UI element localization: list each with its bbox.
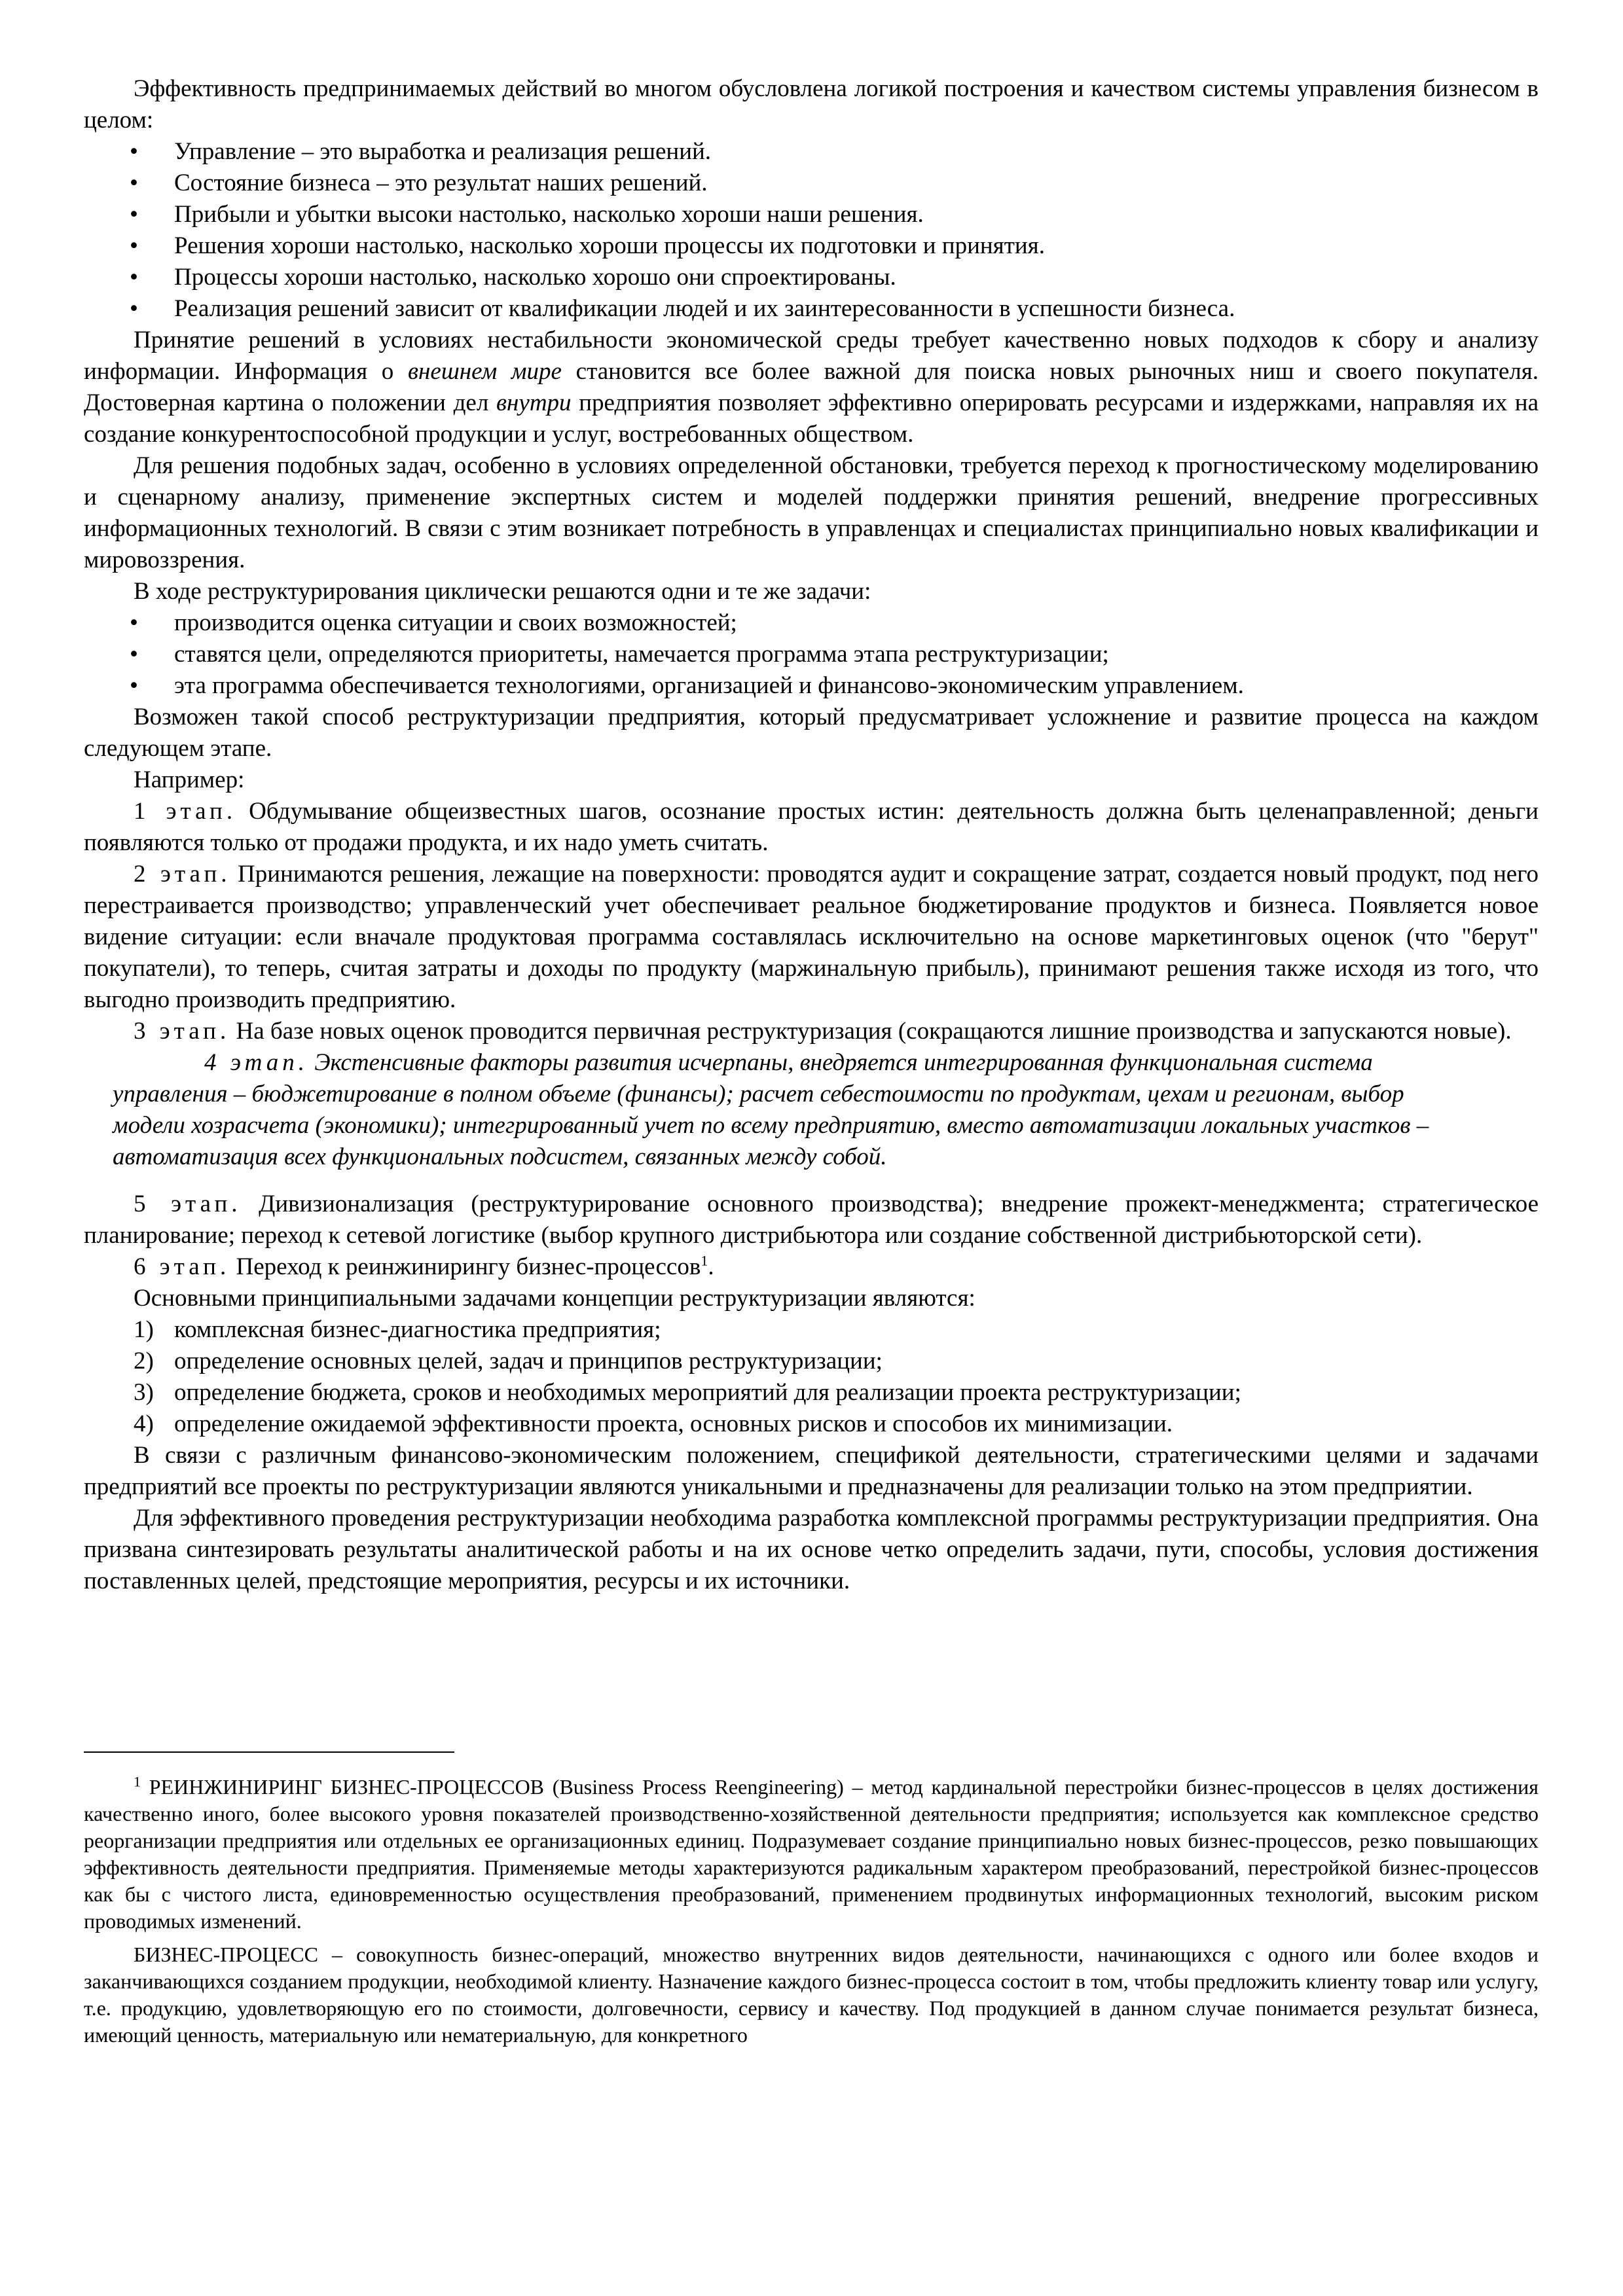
list-item: • производится оценка ситуации и своих возможностей; [84,607,1539,639]
principal-tasks-paragraph: Основными принципиальными задачами концепции реструктуризации являются: [134,1285,976,1312]
list-item: • Прибыли и убытки высоки настолько, насколько хороши наши решения. [84,199,1539,230]
stage-label: 5 этап. [134,1191,242,1217]
stage-2-paragraph: 2 этап. Принимаются решения, лежащие на поверхности: проводятся аудит и сокращение затрат, создается новый продукт, под него перестраивается производство; управленческий учет обеспечивает реальное бюджетирование продуктов и бизнеса. Появляется новое видение ситуации: если вначале продуктовая программа составлялась исключительно на основе маркетинговых оценок (что "берут" покупатели), то теперь, считая затраты и доходы по продукту (маржинальную прибыль), принимают решения также исходя из того, что выгодно производить предприятию. [84,861,1539,1013]
list-item: 1) комплексная бизнес-диагностика предприятия; [134,1316,661,1343]
list-item: 3) определение бюджета, сроков и необходимых мероприятий для реализации проекта реструктуризации; [134,1379,1241,1406]
stage-label: 6 этап. [134,1253,230,1280]
stage-4-paragraph: 4 этап. Экстенсивные факторы развития исчерпаны, внедряется интегрированная функциональная система управления – бюджетирование в полном объеме (финансы); расчет себестоимости по продуктам, цехам и регионам, выбор модели хозрасчета (экономики); интегрированный учет по всему предприятию, вместо автоматизации локальных участков – автоматизация всех функциональных подсистем, связанных между собой. [113,1049,1429,1170]
footnote-reference[interactable]: 1 [701,1252,708,1269]
footnote-business-process: БИЗНЕС-ПРОЦЕСС – совокупность бизнес-операций, множество внутренних видов деятельности, начинающихся с одного или более входов и заканчивающихся созданием продукции, необходимой клиенту. Назначение каждого бизнес-процесса состоит в том, чтобы предложить клиенту товар или услугу, т.е. продукцию, удовлетворяющую его по стоимости, долговечности, сервису и качеству. Под продукцией в данном случае понимается результат бизнеса, имеющий ценность, материальную или нематериальную, для конкретного [84,1943,1539,2047]
stage-label: 2 этап. [134,861,231,888]
emphasis-external-world: внешнем мире [408,358,562,385]
document-page [84,73,1539,1597]
stage-5-paragraph: 5 этап. Дивизионализация (реструктурирование основного производства); внедрение прожект-менеджмента; стратегическое планирование; переход к сетевой логистике (выбор крупного дистрибьютора или создание собственной дистрибьюторской сети). [84,1191,1539,1249]
list-item: • Решения хороши настолько, насколько хороши процессы их подготовки и принятия. [84,230,1539,262]
management-principles-list [84,136,1539,325]
footnote-reengineering: $^1$ РЕИНЖИНИРИНГ БИЗНЕС-ПРОЦЕССОВ (Business Process Reengineering) – метод кардинальной перестройки бизнес-процессов в целях достижения качественно иного, более высокого уровня показателей производственно-хозяйственной деятельности предприятия; используется как комплексное средство реорганизации предприятия или отдельных ее организационных единиц. Подразумевает создание принципиально новых бизнес-процессов, резко повышающих эффективность деятельности предприятия. Применяемые методы характеризуются радикальным характером преобразований, перестройкой бизнес-процессов как бы с чистого листа, единовременностью осуществления преобразований, применением продвинутых информационных технологий, высоким риском проводимых изменений. [84,1773,1539,1933]
intro-paragraph: Эффективность предпринимаемых действий во многом обусловлена логикой построения и качеством системы управления бизнесом в целом: [84,75,1539,134]
stage-label: 4 этап. [204,1049,308,1076]
stage-6-paragraph: 6 этап. Переход к реинжинирингу бизнес-процессов$^1$. [134,1252,714,1280]
example-label: Например: [134,766,245,793]
stage-label: 3 этап. [134,1018,230,1045]
tasks-paragraph: Для решения подобных задач, особенно в условиях определенной обстановки, требуется переход к прогностическому моделированию и сценарному анализу, применение экспертных систем и моделей поддержки принятия решений, внедрение прогрессивных информационных технологий. В связи с этим возникает потребность в управленцах и специалистах принципиально новых квалификации и мировоззрения. [84,452,1539,573]
restructuring-paragraph: В ходе реструктурирования циклически решаются одни и те же задачи: [134,578,871,605]
footnote-marker: 1 [134,1773,141,1790]
list-item: 2) определение основных целей, задач и принципов реструктуризации; [134,1348,883,1374]
stage-1-paragraph: 1 этап. Обдумывание общеизвестных шагов, осознание простых истин: деятельность должна быть целенаправленной; деньги появляются только от продажи продукта, и их надо уметь считать. [84,798,1539,856]
emphasis-inside: внутри [496,389,572,416]
stage-3-paragraph: 3 этап. На базе новых оценок проводится первичная реструктуризация (сокращаются лишние производства и запускаются новые). [134,1018,1512,1045]
stage-label: 1 этап. [134,798,237,825]
list-item: • Состояние бизнеса – это результат наших решений. [84,168,1539,199]
list-item: • эта программа обеспечивается технологиями, организацией и финансово-экономическим управлением. [84,670,1539,702]
footnotes [84,1774,1539,2049]
principal-tasks-list [84,1314,1539,1440]
method-paragraph: Возможен такой способ реструктуризации предприятия, который предусматривает усложнение и развитие процесса на каждом следующем этапе. [84,704,1539,762]
program-paragraph: Для эффективного проведения реструктуризации необходима разработка комплексной программы реструктуризации предприятия. Она призвана синтезировать результаты аналитической работы и на их основе четко определить задачи, пути, способы, условия достижения поставленных целей, предстоящие мероприятия, ресурсы и их источники. [84,1505,1539,1594]
footnote-separator [84,1751,454,1753]
list-item: • Управление – это выработка и реализация решений. [84,136,1539,168]
decisions-paragraph: Принятие решений в условиях нестабильности экономической среды требует качественно новых подходов к сбору и анализу информации. Информация о внешнем мире становится все более важной для поиска новых рыночных ниш и своего покупателя. Достоверная картина о положении дел внутри предприятия позволяет эффективно оперировать ресурсами и издержками, направляя их на создание конкурентоспособной продукции и услуг, востребованных обществом. [84,327,1539,448]
list-item: • Реализация решений зависит от квалификации людей и их заинтересованности в успешности бизнеса. [84,293,1539,325]
unique-projects-paragraph: В связи с различным финансово-экономическим положением, спецификой деятельности, стратегическими целями и задачами предприятий все проекты по реструктуризации являются уникальными и предназначены для реализации только на этом предприятии. [84,1442,1539,1500]
list-item: 4) определение ожидаемой эффективности проекта, основных рисков и способов их минимизации. [134,1410,1173,1437]
list-item: • Процессы хороши настолько, насколько хорошо они спроектированы. [84,262,1539,293]
restructuring-tasks-list [84,607,1539,702]
list-item: • ставятся цели, определяются приоритеты, намечается программа этапа реструктуризации; [84,639,1539,670]
